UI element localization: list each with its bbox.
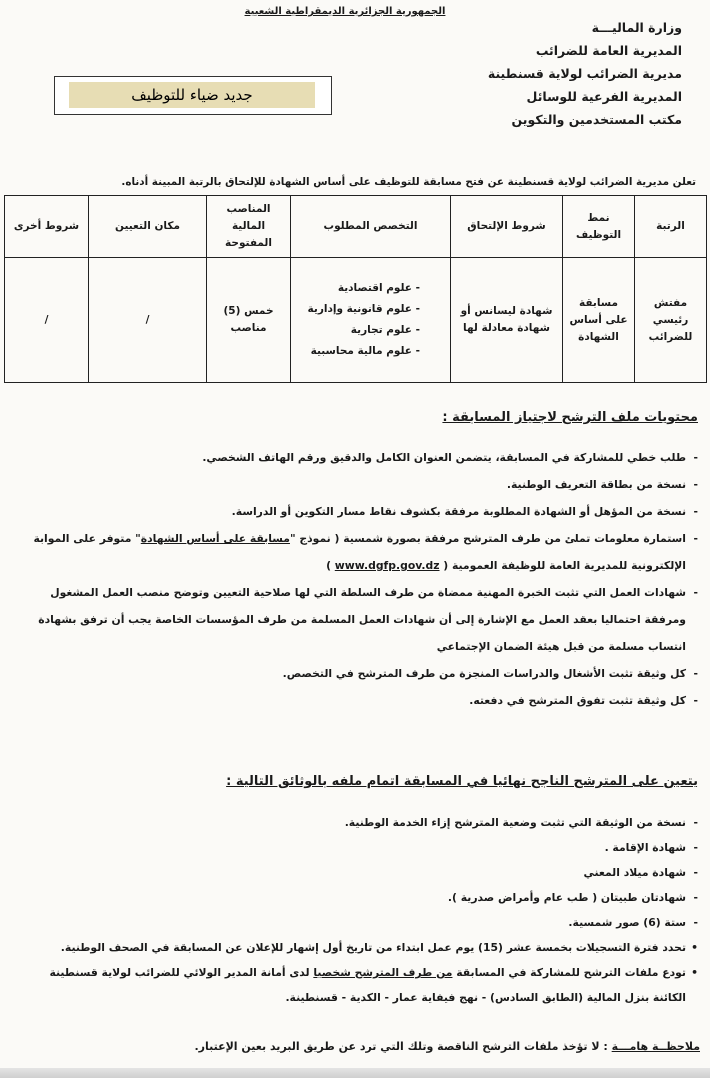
form-text-end: " متوفر على الموابة bbox=[33, 532, 141, 545]
cell-place: / bbox=[89, 258, 207, 383]
col-header-specialty: التخصص المطلوب bbox=[291, 196, 451, 258]
directorate-general-line: المديرية العامة للضرائب bbox=[535, 43, 682, 58]
cell-posts: خمس (5) مناصب bbox=[207, 258, 291, 383]
ministry-line: وزارة الماليـــة bbox=[591, 20, 682, 35]
cell-rank: مفتش رئيسي للضرائب bbox=[635, 258, 707, 383]
directorate-line: مديرية الضرائب لولاية قسنطينة bbox=[487, 66, 682, 81]
cell-other: / bbox=[5, 258, 89, 383]
list-item-form bbox=[4, 525, 700, 552]
positions-table bbox=[4, 195, 707, 383]
website-link[interactable]: www.dgfp.gov.dz bbox=[334, 559, 440, 572]
col-header-conditions: شروط الإلتحاق bbox=[451, 196, 563, 258]
section-file-contents-title: محتويات ملف الترشح لاجتياز المسابقة : bbox=[442, 410, 698, 425]
list-item: - كل وثيقة تثبت تفوق المترشح في دفعته. bbox=[4, 687, 700, 714]
col-header-posts: المناصب المالية المفتوحة bbox=[207, 196, 291, 258]
col-header-place: مكان التعيين bbox=[89, 196, 207, 258]
important-note bbox=[4, 1040, 700, 1053]
list-item-work: - شهادات العمل التي تثبت الخبرة المهنية ممضاة من طرف السلطة التي لها صلاحية التعيين وتوضح منصب العمل المشغول bbox=[4, 579, 700, 606]
deposit-item bbox=[4, 960, 700, 985]
col-header-mode: نمط التوظيف bbox=[563, 196, 635, 258]
list-item: - نسخة من بطاقة التعريف الوطنية. bbox=[4, 471, 700, 498]
specialty-item: - علوم اقتصادية bbox=[295, 278, 420, 299]
list-item: - شهادة الإقامة . bbox=[4, 835, 700, 860]
deposit-text-end: لدى أمانة المدير الولائي للضرائب لولاية قسنطينة bbox=[49, 966, 314, 979]
file-contents-list bbox=[4, 444, 700, 714]
work-continuation: انتساب مسلمة من قبل هيئة الضمان الإجتماعي bbox=[436, 640, 686, 653]
note-label: ملاحظــة هامـــة bbox=[611, 1040, 700, 1053]
republic-heading: الجمهورية الجزائرية الديمقراطية الشعبية bbox=[244, 6, 446, 17]
work-continuation: ومرفقة احتماليا بعقد العمل مع الإشارة إلى أن شهادات العمل المسلمة من طرف المؤسسات الخاصة يجب أن ترفق بشهادة bbox=[38, 613, 686, 626]
col-header-rank: الرتبة bbox=[635, 196, 707, 258]
watermark-banner bbox=[54, 76, 332, 115]
form-portal-text: الإلكترونية للمديرية العامة للوظيفة العمومية bbox=[451, 559, 686, 572]
list-item: - نسخة من المؤهل أو الشهادة المطلوبة مرفقة بكشوف نقاط مسار التكوين أو الدراسة. bbox=[4, 498, 700, 525]
form-text-start: استمارة معلومات تملئ من طرف المترشح مرفقة بصورة شمسية ( نموذج " bbox=[289, 532, 686, 545]
note-text: : لا تؤخذ ملفات الترشح الناقصة وتلك التي ترد عن طريق البريد بعين الإعتبار. bbox=[194, 1040, 612, 1053]
cell-specialties bbox=[291, 258, 451, 383]
deadline-item: • تحدد فترة التسجيلات بخمسة عشر (15) يوم عمل ابتداء من تاريخ أول إشهار للإعلان عن المسابقة في الصحف الوطنية. bbox=[4, 935, 700, 960]
list-item: - كل وثيقة تثبت الأشغال والدراسات المنجزة من طرف المترشح في التخصص. bbox=[4, 660, 700, 687]
list-item: - نسخة من الوثيقة التي تثبت وضعية المترشح إزاء الخدمة الوطنية. bbox=[4, 810, 700, 835]
form-model-name: مسابقة على أساس الشهادة bbox=[140, 532, 290, 545]
form-continuation: الإلكترونية للمديرية العامة للوظيفة العمومية ( www.dgfp.gov.dz ) bbox=[326, 559, 686, 572]
section-final-documents-title: يتعين على المترشح الناجح نهائيا في المسابقة اتمام ملفه بالوثائق التالية : bbox=[226, 774, 698, 789]
page-bottom-edge bbox=[0, 1068, 710, 1078]
administration-header bbox=[432, 16, 682, 131]
specialty-item: - علوم مالية محاسبية bbox=[295, 341, 420, 362]
office-line: مكتب المستخدمين والتكوين bbox=[511, 112, 682, 127]
table-header-row bbox=[5, 196, 707, 258]
list-item: - شهادتان طبيتان ( طب عام وأمراض صدرية ). bbox=[4, 885, 700, 910]
sub-directorate-line: المديرية الفرعية للوسائل bbox=[526, 89, 682, 104]
cell-condition: شهادة ليسانس أو شهادة معادلة لها bbox=[451, 258, 563, 383]
list-item: - شهادة ميلاد المعني bbox=[4, 860, 700, 885]
col-header-other: شروط أخرى bbox=[5, 196, 89, 258]
table-row bbox=[5, 258, 707, 383]
deposit-text-start: تودع ملفات الترشح للمشاركة في المسابقة bbox=[452, 966, 686, 979]
cell-mode: مسابقة على أساس الشهادة bbox=[563, 258, 635, 383]
specialty-item: - علوم قانونية وإدارية bbox=[295, 299, 420, 320]
specialty-item: - علوم تجارية bbox=[295, 320, 420, 341]
banner-text: جديد ضياء للتوظيف bbox=[69, 82, 315, 108]
list-item: - طلب خطي للمشاركة في المسابقة، يتضمن العنوان الكامل والدقيق ورقم الهاتف الشخصي. bbox=[4, 444, 700, 471]
final-documents-list bbox=[4, 810, 700, 1010]
intro-paragraph: تعلن مديرية الضرائب لولاية قسنطينة عن فتح مسابقة للتوظيف على أساس الشهادة للإلتحاق بالرتبة المبينة أدناه. bbox=[121, 176, 696, 188]
deposit-in-person: من طرف المترشح شخصيا bbox=[313, 966, 453, 979]
deposit-address: الكائنة بنزل المالية (الطابق السادس) - نهج فيفاية عمار - الكدية - قسنطينة. bbox=[285, 991, 686, 1004]
list-item: - ستة (6) صور شمسية. bbox=[4, 910, 700, 935]
